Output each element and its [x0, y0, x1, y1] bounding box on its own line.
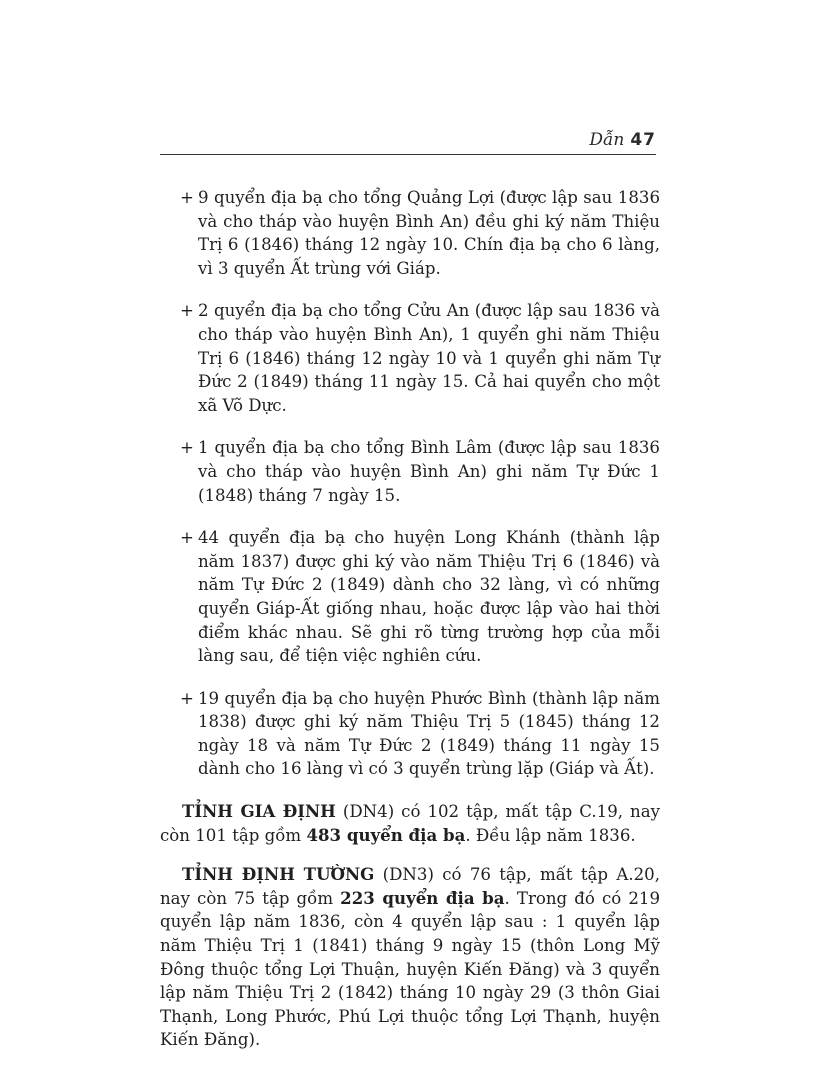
page-body	[160, 186, 660, 1068]
running-header	[589, 130, 656, 150]
bullet-item	[160, 299, 660, 417]
bullet-mark: +	[180, 528, 194, 548]
record-count: 483 quyển địa bạ	[306, 824, 466, 845]
province-paragraph-gia-dinh	[160, 800, 660, 847]
bullet-text: 9 quyển địa bạ cho tổng Quảng Lợi (được lập sau 1836 và cho tháp vào huyện Bình An) đều ghi ký năm Thiệu Trị 6 (1846) tháng 12 ngày 10. Chín địa bạ cho 6 làng, vì 3 quyển Ất trùng với Giáp.	[198, 188, 660, 278]
province-paragraph-dinh-tuong	[160, 863, 660, 1052]
record-count: 223 quyển địa bạ	[340, 887, 505, 908]
paragraph-text: . Trong đó có 219 quyển lập năm 1836, còn 4 quyển lập sau : 1 quyển lập năm Thiệu Trị 1 (1841) tháng 9 ngày 15 (thôn Long Mỹ Đông thuộc tổng Lợi Thuận, huyện Kiến Đăng) và 3 quyển lập năm Thiệu Trị 2 (1842) tháng 10 ngày 29 (3 thôn Giai Thạnh, Long Phước, Phú Lợi thuộc tổng Lợi Thạnh, huyện Kiến Đăng).	[160, 888, 660, 1050]
bullet-mark: +	[180, 188, 194, 207]
bullet-item	[160, 186, 660, 280]
bullet-mark: +	[180, 688, 194, 708]
bullet-item	[160, 687, 660, 781]
paragraph-text: (DN4) có 102 tập, mất tập C.19, nay còn 101 tập gồm	[160, 802, 660, 845]
bullet-text: 44 quyển địa bạ cho huyện Long Khánh (thành lập năm 1837) được ghi ký vào năm Thiệu Trị 6 (1846) và năm Tự Đức 2 (1849) dành cho 32 làng, vì có những quyển Giáp-Ất giống nhau, hoặc được lập vào hai thời điểm khác nhau. Sẽ ghi rõ từng trường hợp của mỗi làng sau, để tiện việc nghiên cứu.	[198, 528, 660, 666]
bullet-text: 1 quyển địa bạ cho tổng Bình Lâm (được lập sau 1836 và cho tháp vào huyện Bình An) ghi năm Tự Đức 1 (1848) tháng 7 ngày 15.	[198, 438, 660, 505]
paragraph-text: . Đều lập năm 1836.	[465, 825, 636, 845]
bullet-text: 2 quyển địa bạ cho tổng Cửu An (được lập sau 1836 và cho tháp vào huyện Bình An), 1 quyển ghi năm Thiệu Trị 6 (1846) tháng 12 ngày 10 và 1 quyển ghi năm Tự Đức 2 (1849) tháng 11 ngày 15. Cả hai quyển cho một xã Võ Dực.	[198, 301, 660, 415]
bullet-mark: +	[180, 301, 194, 321]
header-rule	[160, 154, 656, 155]
paragraph-text: (DN3) có 76 tập, mất tập A.20, nay còn 75 tập gồm	[160, 865, 661, 908]
bullet-text: 19 quyển địa bạ cho huyện Phước Bình (thành lập năm 1838) được ghi ký năm Thiệu Trị 5 (1845) tháng 12 ngày 18 và năm Tự Đức 2 (1849) tháng 11 ngày 15 dành cho 16 làng vì có 3 quyển trùng lặp (Giáp và Ất).	[198, 688, 660, 779]
bullet-item	[160, 436, 660, 507]
page-number: 47	[630, 130, 656, 150]
bullet-mark: +	[180, 438, 194, 458]
province-name: TỈNH GIA ĐỊNH	[182, 801, 336, 822]
bullet-item	[160, 526, 660, 668]
running-title: Dẫn	[589, 130, 625, 150]
province-name: TỈNH ĐỊNH TƯỜNG	[182, 864, 375, 885]
